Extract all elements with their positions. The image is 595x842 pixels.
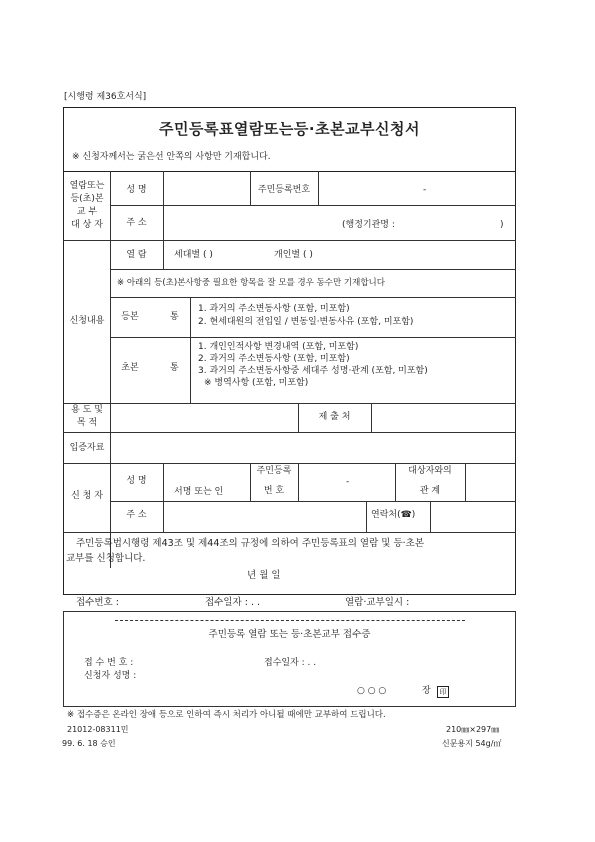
voucher-number: 접 수 번 호 : [84,658,134,668]
paper-size: 210㎜×297㎜ [446,725,500,734]
cut-line [115,620,465,621]
chobon-item[interactable]: 2. 과거의 주소변동사항 (포함, 미포함) [198,354,350,364]
chobon-item[interactable]: 1. 개인인적사항 변경내역 (포함, 미포함) [198,342,359,352]
statement-line-2: 교부를 신청합니다. [66,553,146,564]
deungbon-label: 등본 [121,312,139,322]
purpose-label-1: 용 도 및 [71,405,103,415]
applicant-address-label: 주 소 [126,510,147,520]
voucher-title: 주민등록 열람 또는 등·초본교부 접수증 [208,629,371,640]
section-rule-1 [63,240,516,241]
seal-icon: 印 [437,686,449,698]
chobon-item[interactable]: ※ 병역사항 (포함, 미포함) [204,378,309,388]
target-name-field[interactable] [164,173,249,203]
notice-text: ※ 신청자께서는 굵은선 안쪽의 사항만 기재합니다. [72,152,271,162]
view-row-rule [110,269,516,270]
applicant-rrn-label-2: 번 호 [263,486,285,496]
voucher-signer: ○ ○ ○ [357,686,387,696]
phone-field[interactable] [431,503,514,530]
submit-to-label: 제 출 처 [318,412,351,422]
applicant-row-rule [110,501,516,502]
instruction-row-rule [110,297,516,298]
deungbon-item[interactable]: 1. 과거의 주소변동사항 (포함, 미포함) [198,304,350,314]
individual-option[interactable]: 개인별 ( ) [274,250,313,260]
table-top-rule [63,171,516,172]
phone-divider-left [366,501,367,532]
receipt-number: 접수번호 : [76,597,119,608]
deungbon-item[interactable]: 2. 현세대원의 전입일 / 변동일·변동사유 (포함, 미포함) [198,317,414,327]
chobon-unit: 통 [170,363,179,373]
chobon-item[interactable]: 3. 과거의 주소변동사항중 세대주 성명·관계 (포함, 미포함) [198,366,428,376]
relation-label-2: 관 계 [419,486,441,496]
section-rule-2 [63,403,516,404]
target-name-label: 성 명 [126,185,147,195]
submit-to-field[interactable] [372,405,514,430]
target-label-2: 등(초)본 [70,194,104,204]
voucher-date: 접수일자 : . . [264,658,317,668]
date-line[interactable]: 년 월 일 [247,570,281,581]
target-label-4: 대 상 자 [71,220,103,230]
view-label: 열 람 [126,250,147,260]
applicant-rrn-label-1: 주민등록 [256,466,292,476]
paper-spec: 신문용지 54g/㎡ [442,739,502,748]
receipt-issue-time: 열람·교부일시 : [345,597,410,608]
target-address-field[interactable] [164,207,339,238]
applicant-section-label: 신 청 자 [71,491,103,501]
request-section-label: 신청내용 [69,316,105,326]
applicant-rrn-field[interactable] [299,465,395,499]
target-rrn-label: 주민등록번호 [257,185,311,195]
purpose-label-2: 목 적 [76,418,98,428]
section-rule-3 [63,432,516,433]
relation-label-1: 대상자와의 [408,466,452,476]
target-label-1: 열람또는 [69,181,105,191]
approval-date: 99. 6. 18 승인 [62,739,116,748]
evidence-label: 입증자료 [69,443,105,453]
relation-field[interactable] [466,465,514,499]
evidence-field[interactable] [111,434,514,461]
target-admin-close: ) [500,220,504,230]
target-address-label: 주 소 [126,218,147,228]
household-option[interactable]: 세대별 ( ) [174,250,213,260]
statement-line-1: 주민등록법시행령 제43조 및 제44조의 규정에 의하여 주민등록표의 열람 및 등·초본 [76,538,425,549]
footer-note: ※ 접수증은 온라인 장애 등으로 인하여 즉시 처리가 아니될 때에만 교부하여 드립니다. [67,710,386,720]
applicant-rrn-dash: - [346,477,350,487]
deungbon-unit: 통 [170,312,179,322]
view-divider [163,240,164,269]
deungbon-copies-field[interactable] [150,303,168,327]
applicant-name-label: 성 명 [126,476,147,486]
section-rule-4 [63,463,516,464]
applicant-sign-label[interactable]: 서명 또는 인 [174,487,224,497]
form-title: 주민등록표열람또는등·초본교부신청서 [158,120,421,138]
form-number-tag: [시행령 제36호서식] [64,92,147,102]
applicant-address-field[interactable] [164,503,364,530]
copies-divider [190,297,191,403]
target-row-rule [110,205,516,206]
section-rule-5 [63,532,516,533]
voucher-applicant: 신청자 성명 : [84,671,137,681]
form-code: 21012-08311민 [67,725,129,734]
voucher-seal-label: 장 [422,686,431,696]
receipt-date: 접수일자 : . . [205,597,261,608]
request-instruction: ※ 아래의 등(초)본사항중 필요한 항목을 잘 모를 경우 동수만 기재합니다 [117,278,385,288]
chobon-copies-field[interactable] [150,353,168,381]
target-rrn-field[interactable] [319,173,514,203]
target-admin-label: (행정기관명 : [342,220,395,230]
deungbon-row-rule [110,337,516,338]
target-label-3: 교 부 [76,207,98,217]
target-rrn-dash: - [423,185,427,195]
phone-label: 연락처(☎) [371,510,416,520]
chobon-label: 초본 [121,363,139,373]
purpose-field[interactable] [111,405,297,430]
